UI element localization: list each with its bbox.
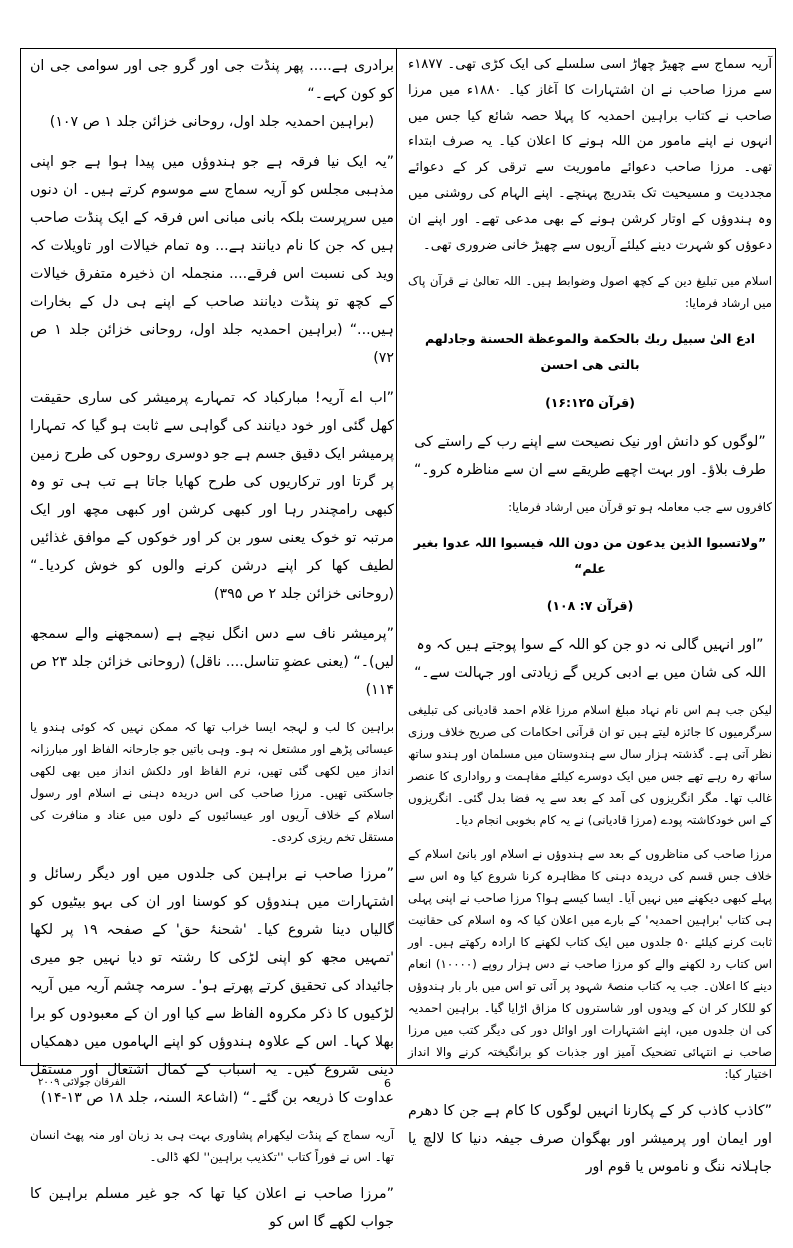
right-column [408,52,772,1193]
footer-page-number: 6 [384,1077,391,1090]
quran-verse-arabic-2: ”ولاتسبوا الذین یدعون من دون اللہ فیسبوا اللہ عدوا بغیر علم“ [413,534,767,576]
paragraph-munazara: مرزا صاحب کی مناظروں کے بعد سے ہندوؤں نے اسلام اور بانیٔ اسلام کے خلاف جس قسم کی دریدہ دہنی کا مظاہرہ کرنا شروع کیا وہ اس سے پہلے کبھی دیکھنے میں نہیں آیا۔ ایسا کیسے ہوا؟ مرزا صاحب نے اپنی پہلی ہی کتاب 'براہین احمدیہ' کے بارے میں اعلان کیا کہ وہ اسلام کی حقانیت ثابت کرنے کیلئے ۵۰ جلدوں میں ایک کتاب لکھنے کا ارادہ رکھتے ہیں۔ اور اس کتاب رد لکھنے والے کو مرزا صاحب نے دس ہزار روپے (۱۰۰۰۰) انعام دینے کا اعلان۔ جب یہ کتاب منصۂ شہود پر آئی تو اس میں بار بار ہندوؤں کو للکار کر ان کے ویدوں اور شاستروں کا مزاق اڑایا گیا۔ براہین احمدیہ کی ان جلدوں میں، اپنے اشتہارات اور اوائل دور کی دیگر کتب میں مرزا صاحب نے انتہائی تضحیک آمیز اور جذبات کو برانگیختہ کرنے والا انداز اختیار کیا: [408,847,772,1082]
paragraph-barahin-tone: براہین کا لب و لہجہ ایسا خراب تھا کہ ممکن نہیں کہ کوئی ہندو یا عیسائی پڑھے اور مشتعل نہ ہو۔ وہی باتیں جو جارحانہ الفاظ اور مبارزانہ انداز میں لکھی گئی تھیں، نرم الفاظ اور دلکش انداز میں بھی لکھی جاسکتی تھیں۔ مرزا صاحب کی اس دریدہ دہنی نے اسلام اور رسول اسلام کے خلاف آریوں اور عیسائیوں کے دلوں میں عناد و منافرت کی مستقل تخم ریزی کردی۔ [30,720,394,844]
quran-translation-2: ”اور انہیں گالی نہ دو جن کو اللہ کے سوا پوجتے ہیں کہ وہ اللہ کی شان میں بے ادبی کریں گے زیادتی اور جہالت سے۔“ [414,637,766,682]
quote-kazib: ”کاذب کاذب کر کے پکارنا انہیں لوگوں کا کام ہے جن کا دھرم اور ایمان اور پرمیشر اور بھگوان صرف جیفہ دنیا کا لالچ یا جاہلانہ ننگ و ناموس یا قوم اور [408,1103,772,1176]
quran-reference-2: (قرآن ۷: ۱۰۸) [546,598,634,614]
paragraph-lekhram: آریہ سماج کے پنڈت لیکھرام پشاوری بہت ہی بد زبان اور منہ پھٹ انسان تھا۔ اس نے فوراً کتاب ''تکذیب براہین'' لکھ ڈالی۔ [30,1128,394,1164]
column-divider [396,48,397,1066]
paragraph-kuffar-intro: کافروں سے جب معاملہ ہو تو قرآن میں ارشاد فرمایا: [508,499,772,514]
left-column [30,52,394,1248]
paragraph-mirza-activities: لیکن جب ہم اس نام نہاد مبلغ اسلام مرزا غلام احمد قادیانی کی تبلیغی سرگرمیوں کا جائزہ لیتے ہیں تو ان قرآنی احکامات کی صریح خلاف ورزی نظر آتی ہے۔ گذشتہ ہزار سال سے ہندوستان میں مسلمان اور ہندو ساتھ ساتھ رہ رہے تھے جس میں ایک دوسرے کیلئے مفاہمت و رواداری کا عنصر غالب تھا۔ مگر انگریزوں کی آمد کے بعد سے یہ فضا بدل گئی۔ انگریزوں کے اس خودکاشتہ پودے (مرزا قادیانی) نے یہ کام بخوبی انجام دیا۔ [408,703,772,828]
footer-publication-title: الفرقان جولائی ۲۰۰۹ [38,1077,126,1088]
citation-barahin-107: (براہین احمدیہ جلد اول، روحانی خزائن جلد ۱ ص ۱۰۷) [49,114,375,130]
quote-naaf: ”پرمیشر ناف سے دس انگل نیچے ہے (سمجھنے والے سمجھ لیں)۔“ (یعنی عضوِ تناسل.... ناقل) (روحانی خزائن جلد ۲۳ ص ۱۱۴) [30,626,394,698]
quote-ishaat-sunnah: ”مرزا صاحب نے براہین کی جلدوں میں اور دیگر رسائل و اشتہارات میں ہندوؤں کو کوسنا اور ان کی بہو بیٹیوں کو گالیاں دینا شروع کیا۔ 'شحنۂ حق' کے صفحہ ۱۹ پر لکھا 'تمہیں مجھ کو اپنی لڑکی کا رشتہ تو دیا نہیں جو میری جائیداد کی تحقیق کرتے پھرتے ہو'۔ سرمہ چشم آریہ میں آریہ لڑکیوں کا ذکر مکروہ الفاظ سے کیا اور ان کے معبودوں کو برا بھلا کہا۔ اس کے علاوہ ہندوؤں کو اپنے الہاموں میں دھمکیاں دینی شروع کیں۔ یہ اسباب کے کمال اشتعال اور مستقل عداوت کا ذریعہ بن گئے۔“ (اشاعۃ السنہ، جلد ۱۸ ص ۱۳-۱۴) [30,866,394,1106]
quran-translation-1: ”لوگوں کو دانش اور نیک نصیحت سے اپنے رب کے راستے کی طرف بلاؤ۔ اور بہت اچھے طریقے سے ان سے مناظرہ کرو۔“ [414,433,766,478]
quote-naya-firqa: ”یہ ایک نیا فرقہ ہے جو ہندوؤں میں پیدا ہوا ہے جو اپنی مذہبی مجلس کو آریہ سماج سے موسوم کرتے ہیں۔ ان دنوں میں سرپرست بلکہ بانی مبانی اس فرقہ کے ایک پنڈت صاحب ہیں کہ جن کا نام دیانند ہے... وہ تمام خیالات اور تاویلات کہ وید کی نسبت اس فرقے.... منجملہ ان ذخیرہ متفرق خیالات کے کچھ تو پنڈت دیانند صاحب کے اپنے ہی دل کے بخارات ہیں...“ (براہین احمدیہ جلد اول، روحانی خزائن جلد ۱ ص ۷۲) [30,154,394,366]
quran-reference-1: (قرآن ۱۶:۱۲۵) [545,394,635,410]
paragraph-tabligh-principles: اسلام میں تبلیغ دین کے کچھ اصول وضوابط ہیں۔ اللہ تعالیٰ نے قرآن پاک میں ارشاد فرمایا: [408,274,772,311]
quote-biradari: برادری ہے..... پھر پنڈت جی اور گرو جی اور سوامی جی ان کو کون کہے۔“ [30,58,394,102]
paragraph-arya-samaj-intro: آریہ سماج سے چھیڑ چھاڑ اسی سلسلے کی ایک کڑی تھی۔ ۱۸۷۷ء سے مرزا صاحب نے ان اشتہارات کا آغاز کیا۔ ۱۸۸۰ء میں مرزا صاحب نے کتاب براہین احمدیہ کا پہلا حصہ شائع کیا جس میں انہوں نے اپنے مامور من اللہ ہونے کا اعلان کیا۔ یہ صرف ابتداء تھی۔ مرزا صاحب دعوائے ماموریت سے ترقی کر کے دعوائے مجددیت و مسیحیت تک بتدریج پہنچے۔ اپنے الہام کی روشنی میں وہ ہندوؤں کے اوتار کرشن ہونے کے بھی مدعی تھے۔ اور اپنے ان دعوؤں کو شہرت دینے کیلئے آریوں سے چھیڑ خانی ضروری تھی۔ [408,57,772,253]
quran-verse-arabic-1: ادع الیٰ سبیل ربك بالحكمة والموعظة الحسنة وجادلهم بالتی هی احسن [424,331,756,373]
quote-parmeshwar: ”اب اے آریہ! مبارکباد کہ تمہارے پرمیشر کی ساری حقیقت کھل گئی اور خود دیانند کی گواہی سے ثابت ہو گیا کہ تمہارا پرمیشر ایک دقیق جسم ہے جو دوسری روحوں کی طرح زمین پر گرتا اور ترکاریوں کی طرح کھایا جاتا ہے تب ہی تو وہ کبھی رامچندر رہا اور کبھی کرشن اور کبھی مچھ اور ایک مرتبہ تو خوک یعنی سور بن کر اور خوکوں کے موافق غذائیں لطیف کھا کر اپنے درشن کرنے والوں کو خوش کردیا۔“ (روحانی خزائن جلد ۲ ص ۳۹۵) [30,390,394,602]
quote-mirza-elan: ”مرزا صاحب نے اعلان کیا تھا کہ جو غیر مسلم براہین کا جواب لکھے گا اس کو [30,1186,394,1230]
